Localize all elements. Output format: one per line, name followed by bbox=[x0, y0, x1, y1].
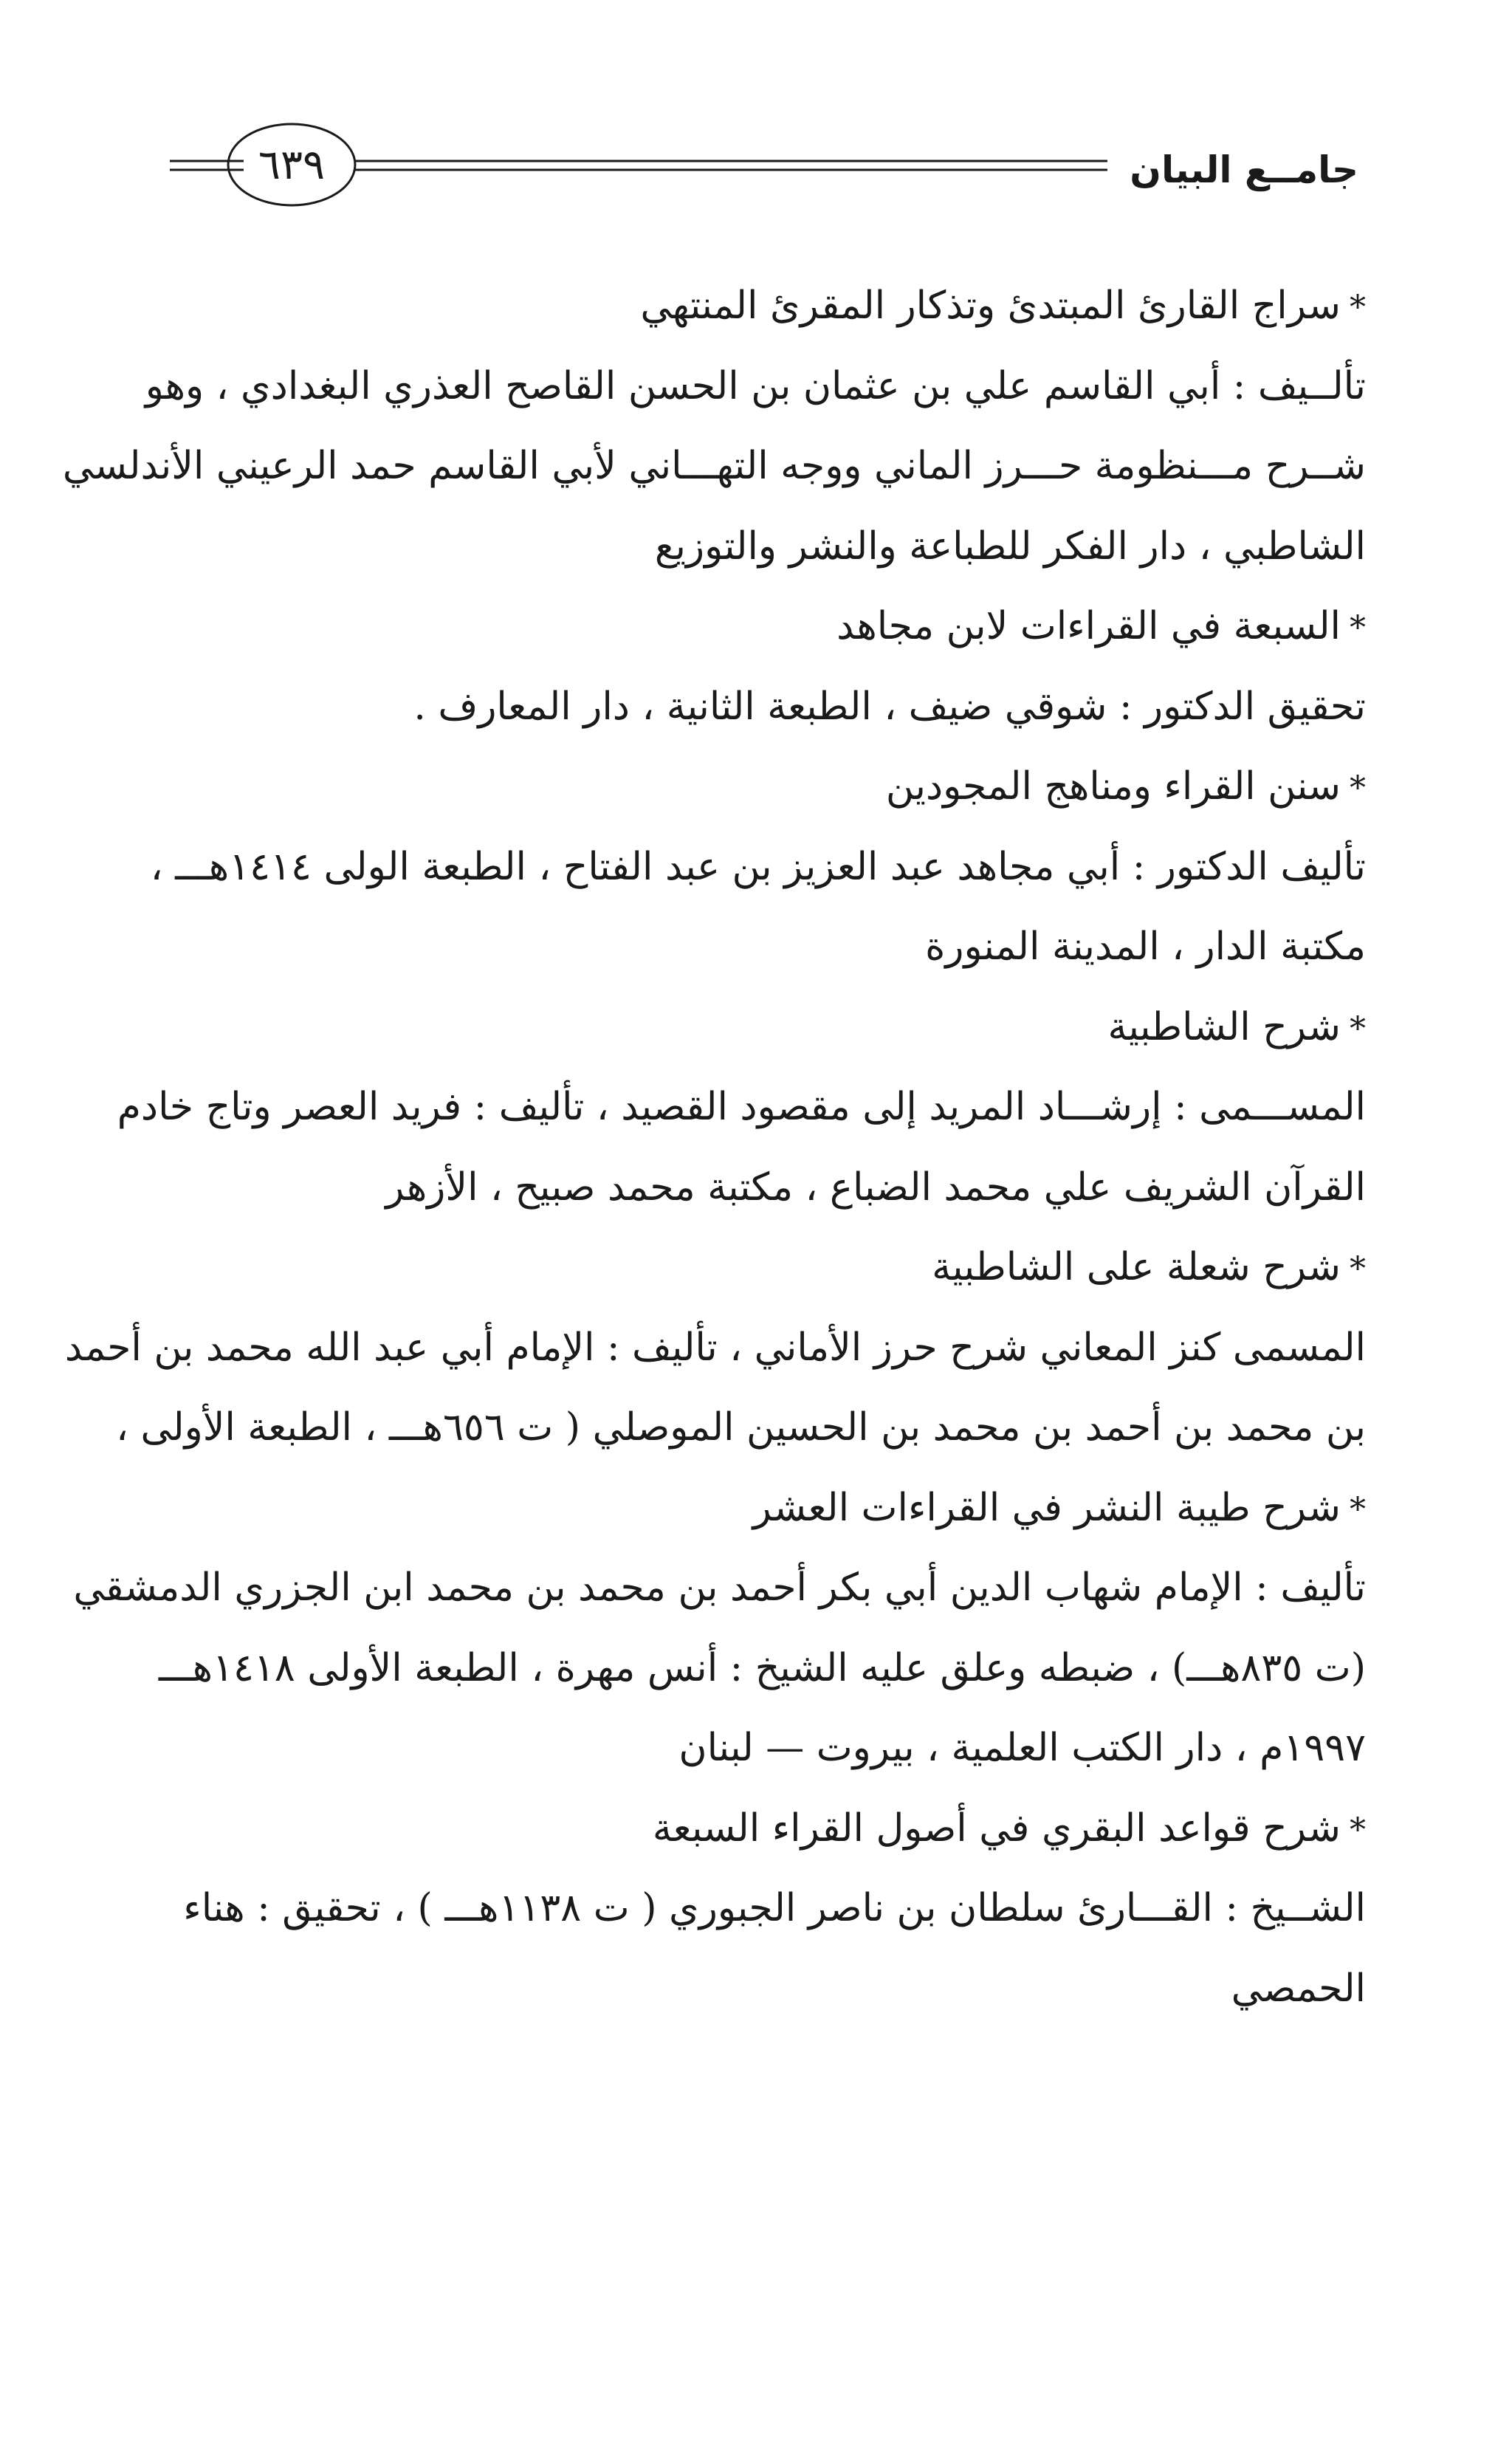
entry-text-line bbox=[64, 1308, 1366, 1388]
line-text: سراج القارئ المبتدئ وتذكار المقرئ المنتهي bbox=[640, 284, 1341, 328]
line-text: شرح شعلة على الشاطبية bbox=[932, 1245, 1341, 1289]
entry-text-line bbox=[192, 667, 1366, 747]
line-text: المسمى كنز المعاني شرح حرز الأماني ، تأليف : الإمام أبي عبد الله محمد بن أحمد bbox=[64, 1325, 1366, 1370]
entry-text-line bbox=[145, 346, 1366, 427]
entry-title bbox=[192, 1227, 1366, 1308]
entry-title bbox=[192, 266, 1366, 346]
entry-text-line bbox=[183, 1868, 1366, 1949]
entry-title bbox=[192, 987, 1366, 1068]
bibliography-list bbox=[62, 266, 1366, 2029]
line-text: (ت ٨٣٥هـــ) ، ضبطه وعلق عليه الشيخ : أنس مهرة ، الطبعة الأولى ١٤١٨هـــ bbox=[158, 1645, 1366, 1690]
asterisk-icon: * bbox=[1350, 1009, 1366, 1048]
asterisk-icon: * bbox=[1350, 1490, 1366, 1529]
book-title: جامــع البيان bbox=[1130, 148, 1358, 191]
asterisk-icon: * bbox=[1350, 769, 1366, 807]
entry-text-line bbox=[192, 507, 1366, 587]
entry-text-line bbox=[192, 1949, 1366, 2029]
line-text: مكتبة الدار ، المدينة المنورة bbox=[925, 925, 1366, 969]
asterisk-icon: * bbox=[1350, 289, 1366, 326]
entry-title bbox=[192, 747, 1366, 827]
line-text: شرح طيبة النشر في القراءات العشر bbox=[752, 1485, 1341, 1530]
entry-text-line bbox=[117, 1067, 1366, 1148]
asterisk-icon: * bbox=[1350, 1250, 1366, 1288]
asterisk-icon: * bbox=[1350, 609, 1366, 647]
line-text: القرآن الشريف علي محمد الضباع ، مكتبة محمد صبيح ، الأزهر bbox=[385, 1165, 1366, 1210]
entry-text-line bbox=[192, 1708, 1366, 1789]
entry-title bbox=[192, 586, 1366, 667]
line-text: سنن القراء ومناهج المجودين bbox=[885, 764, 1341, 809]
line-text: الشاطبي ، دار الفكر للطباعة والنشر والتوزيع bbox=[654, 524, 1366, 569]
line-text: تألــيف : أبي القاسم علي بن عثمان بن الحسن القاصح العذري البغدادي ، وهو bbox=[145, 363, 1366, 408]
entry-title bbox=[192, 1789, 1366, 1869]
entry-text-line bbox=[158, 1628, 1366, 1709]
line-text: تأليف : الإمام شهاب الدين أبي بكر أحمد بن محمد بن محمد ابن الجزري الدمشقي bbox=[73, 1566, 1366, 1610]
line-text: السبعة في القراءات لابن مجاهد bbox=[836, 604, 1341, 648]
asterisk-icon: * bbox=[1350, 1811, 1366, 1849]
line-text: المســـمى : إرشـــاد المريد إلى مقصود القصيد ، تأليف : فريد العصر وتاج خادم bbox=[117, 1085, 1366, 1129]
entry-text-line bbox=[192, 1148, 1366, 1228]
line-text: بن محمد بن أحمد بن محمد بن الحسين الموصلي ( ت ٦٥٦هـــ ، الطبعة الأولى ، bbox=[116, 1405, 1366, 1450]
line-text: الشــيخ : القـــارئ سلطان بن ناصر الجبوري ( ت ١١٣٨هـــ ) ، تحقيق : هناء bbox=[183, 1886, 1366, 1930]
line-text: شرح الشاطبية bbox=[1107, 1004, 1341, 1049]
entry-text-line bbox=[116, 1388, 1366, 1468]
entry-text-line bbox=[62, 426, 1366, 507]
line-text: تأليف الدكتور : أبي مجاهد عبد العزيز بن عبد الفتاح ، الطبعة الولى ١٤١٤هـــ ، bbox=[150, 844, 1366, 889]
line-text: شرح قواعد البقري في أصول القراء السبعة bbox=[652, 1806, 1341, 1851]
line-text: الحمصي bbox=[1231, 1966, 1366, 2011]
entry-text-line bbox=[192, 907, 1366, 987]
line-text: ١٩٩٧م ، دار الكتب العلمية ، بيروت — لبنان bbox=[678, 1726, 1366, 1770]
entry-title bbox=[192, 1468, 1366, 1549]
line-text: تحقيق الدكتور : شوقي ضيف ، الطبعة الثانية ، دار المعارف . bbox=[413, 684, 1366, 729]
line-text: شــرح مـــنظومة حـــرز الماني ووجه التهـــاني لأبي القاسم حمد الرعيني الأندلسي bbox=[62, 444, 1366, 488]
page-number: ٦٣٩ bbox=[258, 140, 326, 189]
entry-text-line bbox=[73, 1548, 1366, 1628]
entry-text-line bbox=[150, 827, 1366, 908]
page-header bbox=[170, 118, 1366, 214]
